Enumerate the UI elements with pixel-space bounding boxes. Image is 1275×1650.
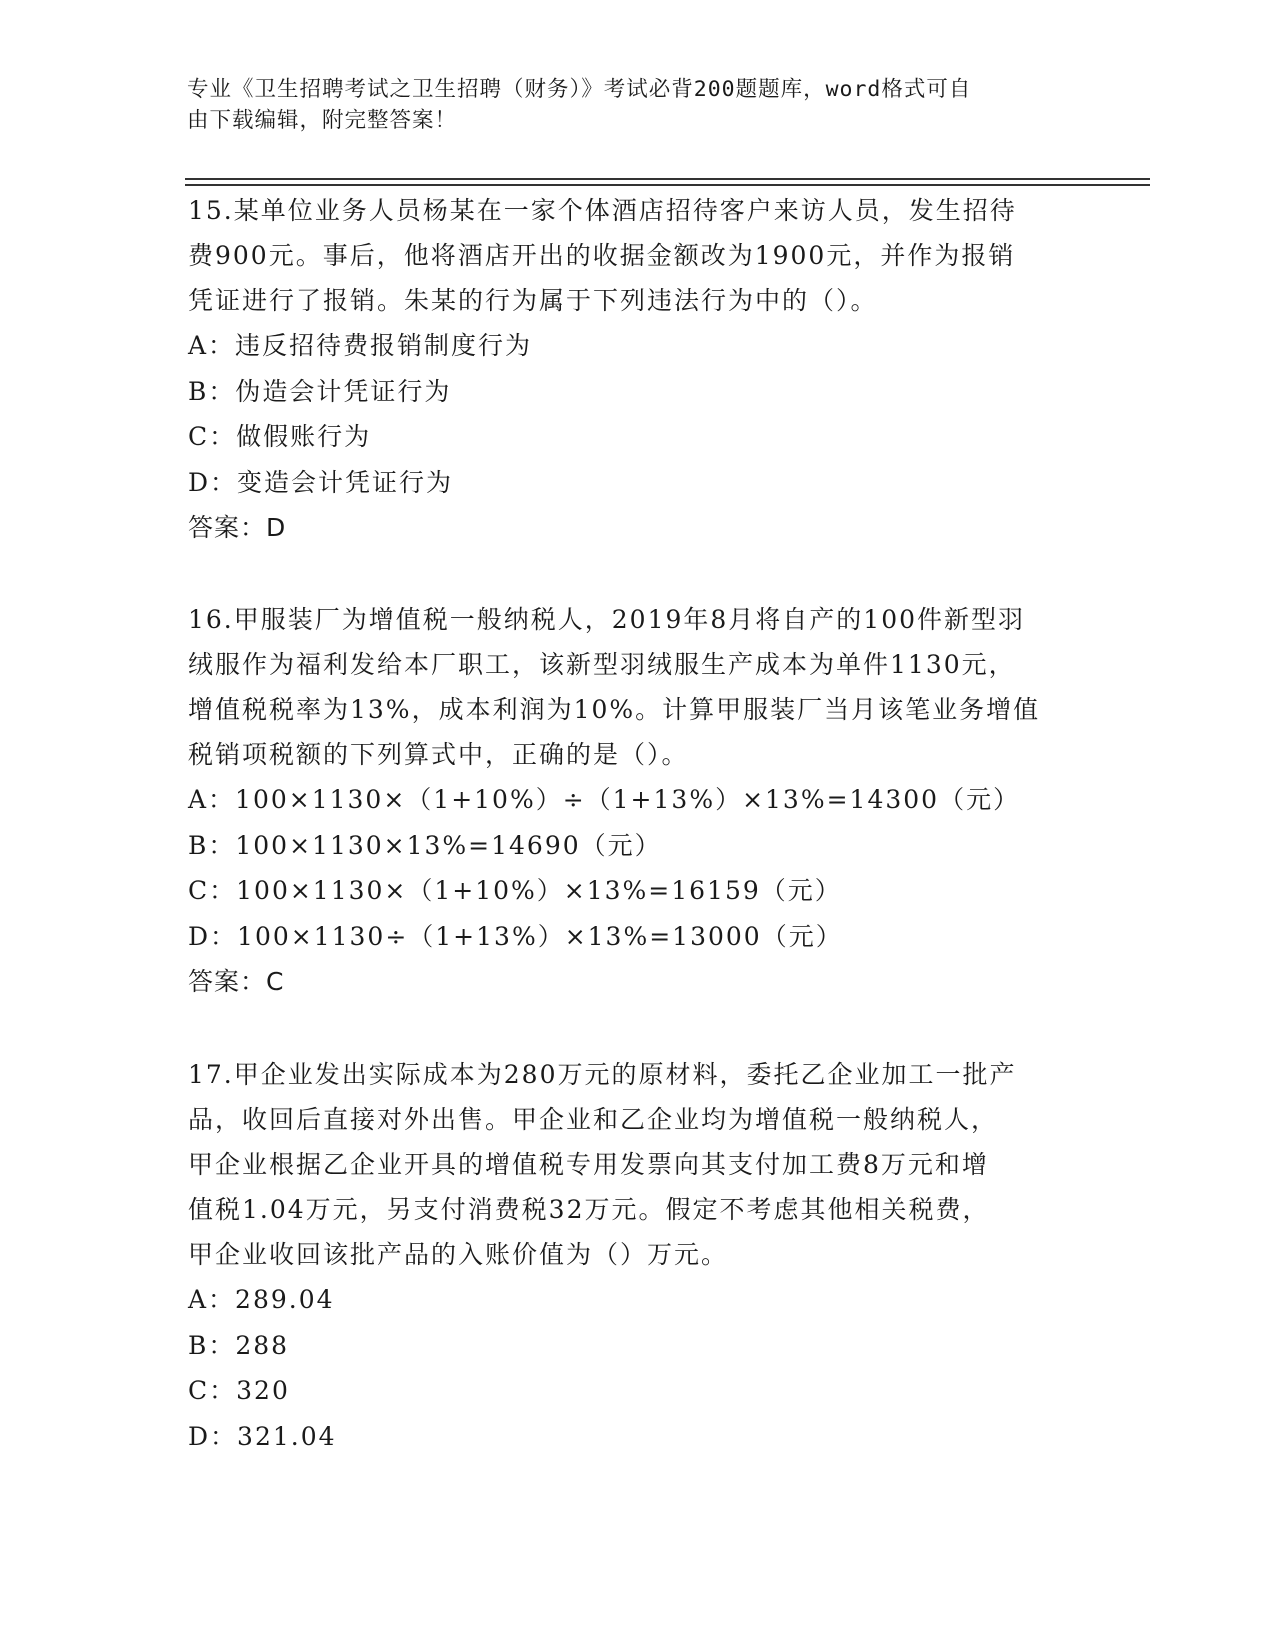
stem-line: 甲企业收回该批产品的入账价值为（）万元。 — [188, 1240, 729, 1269]
option-b: B：288 — [188, 1330, 290, 1360]
stem-line: 品，收回后直接对外出售。甲企业和乙企业均为增值税一般纳税人， — [188, 1105, 999, 1134]
stem-line: 15.某单位业务人员杨某在一家个体酒店招待客户来访人员，发生招待 — [188, 196, 1017, 225]
option-b: B：100×1130×13%=14690（元） — [188, 830, 662, 860]
option-d: D：变造会计凭证行为 — [188, 467, 454, 497]
stem-line: 16.甲服装厂为增值税一般纳税人，2019年8月将自产的100件新型羽 — [188, 605, 1026, 634]
question-stem — [188, 188, 1088, 323]
stem-line: 增值税税率为13%，成本利润为10%。计算甲服装厂当月该笔业务增值 — [188, 695, 1041, 724]
option-d: D：100×1130÷（1+13%）×13%=13000（元） — [188, 921, 843, 951]
option-a: A：违反招待费报销制度行为 — [188, 331, 533, 360]
stem-line: 甲企业根据乙企业开具的增值税专用发票向其支付加工费8万元和增 — [188, 1150, 989, 1179]
question-16 — [188, 597, 1088, 1005]
option-c: C：100×1130×（1+10%）×13%=16159（元） — [188, 876, 842, 905]
question-stem — [188, 597, 1088, 777]
header-divider-top — [185, 178, 1150, 180]
header-divider-bottom — [185, 184, 1150, 186]
option-c: C：320 — [188, 1376, 290, 1405]
stem-line: 值税1.04万元，另支付消费税32万元。假定不考虑其他相关税费， — [188, 1195, 990, 1224]
question-15 — [188, 188, 1088, 551]
stem-line: 税销项税额的下列算式中，正确的是（）。 — [188, 740, 689, 769]
question-stem — [188, 1052, 1088, 1277]
question-17 — [188, 1052, 1088, 1459]
option-d: D：321.04 — [188, 1421, 337, 1451]
stem-line: 费900元。事后，他将酒店开出的收据金额改为1900元，并作为报销 — [188, 241, 1016, 270]
option-a: A：100×1130×（1+10%）÷（1+13%）×13%=14300（元） — [188, 785, 1021, 814]
document-header — [187, 74, 1067, 136]
stem-line: 绒服作为福利发给本厂职工，该新型羽绒服生产成本为单件1130元， — [188, 650, 1016, 679]
option-c: C：做假账行为 — [188, 422, 372, 451]
stem-line: 17.甲企业发出实际成本为280万元的原材料，委托乙企业加工一批产 — [188, 1060, 1017, 1089]
option-a: A：289.04 — [188, 1285, 335, 1314]
option-b: B：伪造会计凭证行为 — [188, 376, 452, 406]
stem-line: 凭证进行了报销。朱某的行为属于下列违法行为中的（）。 — [188, 286, 878, 315]
header-line-2: 由下载编辑，附完整答案！ — [187, 108, 458, 133]
answer-line: 答案：D — [188, 513, 287, 542]
answer-line: 答案：C — [188, 967, 285, 996]
header-line-1: 专业《卫生招聘考试之卫生招聘（财务）》考试必背200题题库，word格式可自 — [187, 77, 972, 102]
